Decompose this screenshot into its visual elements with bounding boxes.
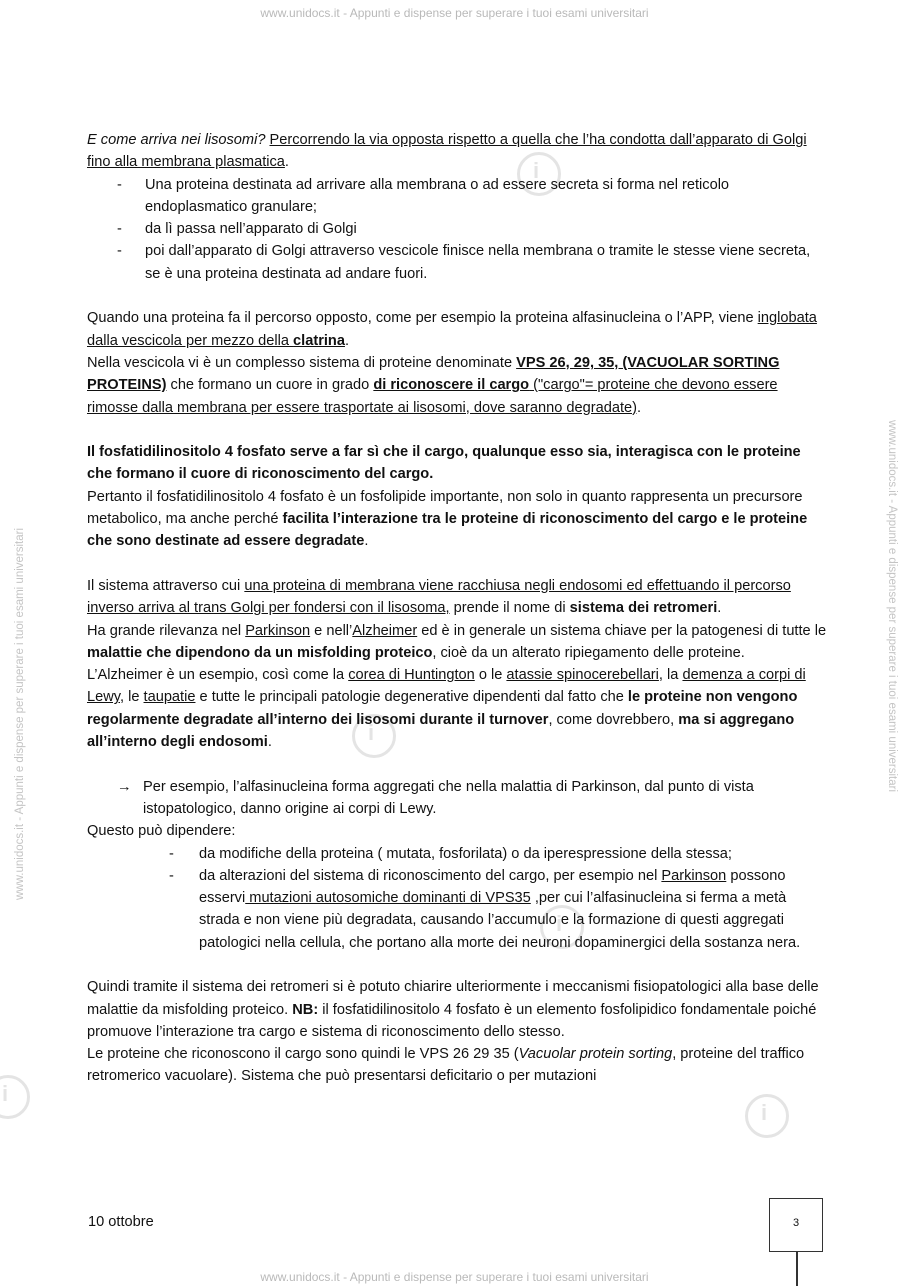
- watermark-logo-icon: [0, 1075, 30, 1119]
- paragraph-vps-conclusion: Le proteine che riconoscono il cargo sono quindi le VPS 26 29 35 (Vacuolar protein sorting, proteine del traffico retromerico vacuolare). Sistema che può presentarsi deficitario o per mutazioni: [87, 1046, 805, 1085]
- list-item: - Una proteina destinata ad arrivare alla membrana o ad essere secreta si forma nel reticolo endoplasmatico granulare;: [117, 176, 730, 215]
- watermark-top: www.unidocs.it - Appunti e dispense per superare i tuoi esami universitari: [260, 6, 649, 20]
- page-number-line: [796, 1251, 798, 1286]
- paragraph-intro: E come arriva nei lisosomi? Percorrendo la via opposta rispetto a quella che l’ha condotta dall’apparato di Golgi fino alla membrana plasmatica.: [87, 132, 807, 171]
- list-item: - poi dall’apparato di Golgi attraverso vescicole finisce nella membrana o tramite le stesse viene secreta, se è una proteina destinata ad andare fuori.: [117, 243, 811, 282]
- sub-intro: Questo può dipendere:: [87, 823, 236, 840]
- list-item: - da modifiche della proteina ( mutata, fosforilata) o da iperespressione della stessa;: [169, 845, 732, 862]
- list-item: - da lì passa nell’apparato di Golgi: [117, 221, 357, 238]
- watermark-bottom: www.unidocs.it - Appunti e dispense per superare i tuoi esami universitari: [260, 1270, 649, 1284]
- paragraph-alzheimer: L’Alzheimer è un esempio, così come la corea di Huntington o le atassie spinocerebellari, la demenza a corpi di Lewy, le taupatie e tutte le principali patologie degenerative dipendenti dal fatto che le proteine non vengono regolarmente degradate all’interno dei lisosomi durante il turnover, come dovrebbero, ma si aggregano all’interno degli endosomi.: [87, 667, 806, 751]
- paragraph-clatrina: Quando una proteina fa il percorso opposto, come per esempio la proteina alfasinucleina o l’APP, viene inglobata dalla vescicola per mezzo della clatrina.: [87, 310, 817, 349]
- paragraph-quindi: Quindi tramite il sistema dei retromeri si è potuto chiarire ulteriormente i meccanismi fisiopatologici alla base delle malattie da misfolding proteico. NB: il fosfatidilinositolo 4 fosfato è un elemento fosfolipidico fondamentale poiché promuove l’interazione tra cargo e sistema di riconoscimento dello stesso.: [87, 979, 819, 1040]
- paragraph-rilevanza: Ha grande rilevanza nel Parkinson e nell’Alzheimer ed è in generale un sistema chiave per la patogenesi di tutte le malattie che dipendono da un misfolding proteico, cioè da un alterato ripiegamento delle proteine.: [87, 622, 827, 661]
- paragraph-retromeri: Il sistema attraverso cui una proteina di membrana viene racchiusa negli endosomi ed effettuando il percorso inverso arriva al trans Golgi per fondersi con il lisosoma, prende il nome di sistema dei retromeri.: [87, 577, 791, 617]
- paragraph-precursore: Pertanto il fosfatidilinositolo 4 fosfato è un fosfolipide importante, non solo in quanto rappresenta un precursore metabolico, ma anche perché facilita l’interazione tra le proteine di riconoscimento del cargo e le proteine che sono destinate ad essere degradate.: [87, 488, 808, 550]
- paragraph-vps: Nella vescicola vi è un complesso sistema di proteine denominate VPS 26, 29, 35, (VACUOLAR SORTING PROTEINS) che formano un cuore in grado di riconoscere il cargo ("cargo"= proteine che devono essere rimosse dalla membrana per essere trasportate ai lisosomi, dove saranno degradate).: [87, 354, 780, 416]
- footer-date: 10 ottobre: [88, 1214, 154, 1230]
- list-item: - da alterazioni del sistema di riconoscimento del cargo, per esempio nel Parkinson possono esservi mutazioni autosomiche dominanti di VPS35 ,per cui l’alfasinucleina si ferma a metà strada e non viene più degradata, causando l’accumulo e la formazione di questi aggregati patologici nella cellula, che portano alla morte dei neuroni dopaminergici della sostanza nera.: [169, 867, 801, 951]
- document-body: [87, 129, 827, 1088]
- paragraph-fosfatidilinositolo: Il fosfatidilinositolo 4 fosfato serve a far sì che il cargo, qualunque esso sia, interagisca con le proteine che formano il cuore di riconoscimento del cargo.: [87, 444, 801, 483]
- page-number: 3: [792, 1217, 800, 1229]
- answer-text: Percorrendo la via opposta rispetto a quella che l’ha condotta dall’apparato di Golgi fino alla membrana plasmatica: [87, 132, 807, 171]
- question-text: E come arriva nei lisosomi?: [87, 132, 266, 148]
- arrow-item: → Per esempio, l’alfasinucleina forma aggregati che nella malattia di Parkinson, dal punto di vista istopatologico, danno origine ai corpi di Lewy.: [117, 776, 827, 821]
- arrow-right-icon: →: [117, 778, 132, 795]
- watermark-left: www.unidocs.it - Appunti e dispense per superare i tuoi esami universitari: [14, 527, 26, 900]
- watermark-right: www.unidocs.it - Appunti e dispense per superare i tuoi esami universitari: [886, 420, 898, 793]
- page-number-box: [769, 1198, 823, 1252]
- watermark-logo-icon: [745, 1094, 789, 1138]
